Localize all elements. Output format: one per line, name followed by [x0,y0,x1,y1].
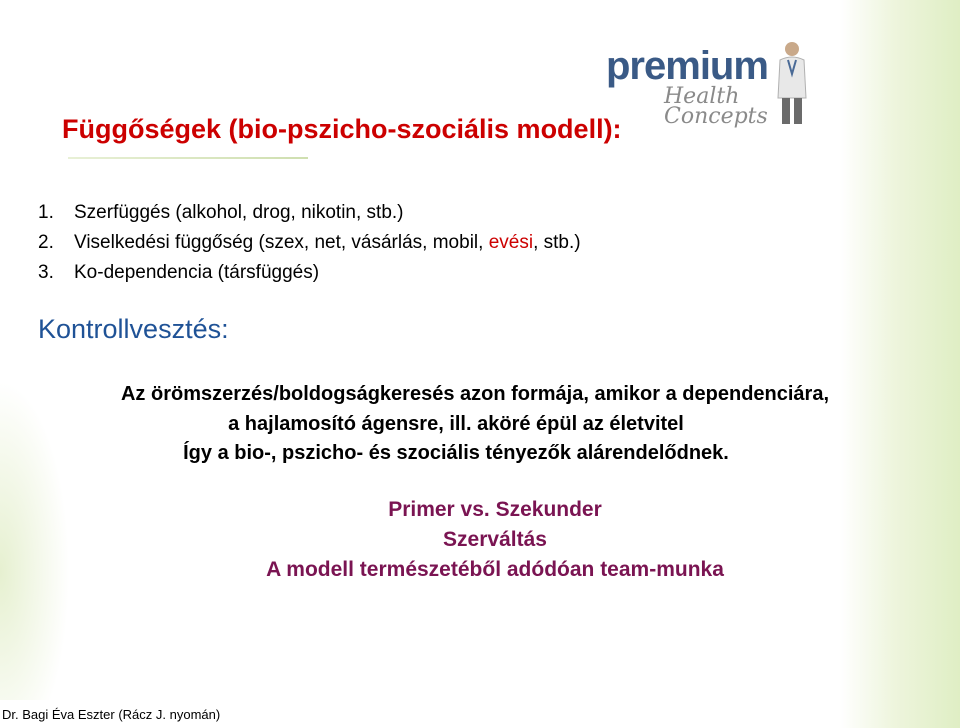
paragraph-line: a hajlamosító ágensre, ill. aköré épül az életvitel [228,413,684,435]
list-item [38,198,581,228]
highlight-line: Szerváltás [443,528,547,551]
paragraph-line: Így a bio-, pszicho- és szociális tényezők alárendelődnek. [183,442,729,464]
premium-health-concepts-logo [606,40,816,130]
slide-title: Függőségek (bio-pszicho-szociális modell): [62,114,622,144]
list-item-text: Viselkedési függőség (szex, net, vásárlás, mobil, [74,232,489,253]
list-item-highlight: evési [488,232,534,253]
decorative-gradient-right [840,0,960,728]
list-item [38,228,581,258]
logo-wordmark: premium [606,44,768,88]
logo-health-text: Health [664,84,740,109]
list-item-text: Szerfüggés (alkohol, drog, nikotin, stb.) [74,202,404,223]
doctor-figure-icon [774,40,810,128]
list-item-number: 2. [38,232,54,253]
paragraph-line: Az örömszerzés/boldogságkeresés azon formája, amikor a dependenciára, [120,383,830,405]
dependency-types-list [38,198,581,288]
list-item-text-end: , stb.) [533,232,581,253]
highlight-line: Primer vs. Szekunder [388,498,602,521]
title-underline [68,157,308,159]
list-item [38,258,581,288]
list-item-number: 1. [38,202,54,223]
list-item-text: Ko-dependencia (társfüggés) [74,262,320,283]
list-item-number: 3. [38,262,54,283]
logo-concepts-text: Concepts [664,104,768,129]
highlight-line: A modell természetéből adódóan team-munka [266,558,724,581]
section-subtitle: Kontrollvesztés: [38,314,229,344]
author-footer: Dr. Bagi Éva Eszter (Rácz J. nyomán) [2,707,221,722]
